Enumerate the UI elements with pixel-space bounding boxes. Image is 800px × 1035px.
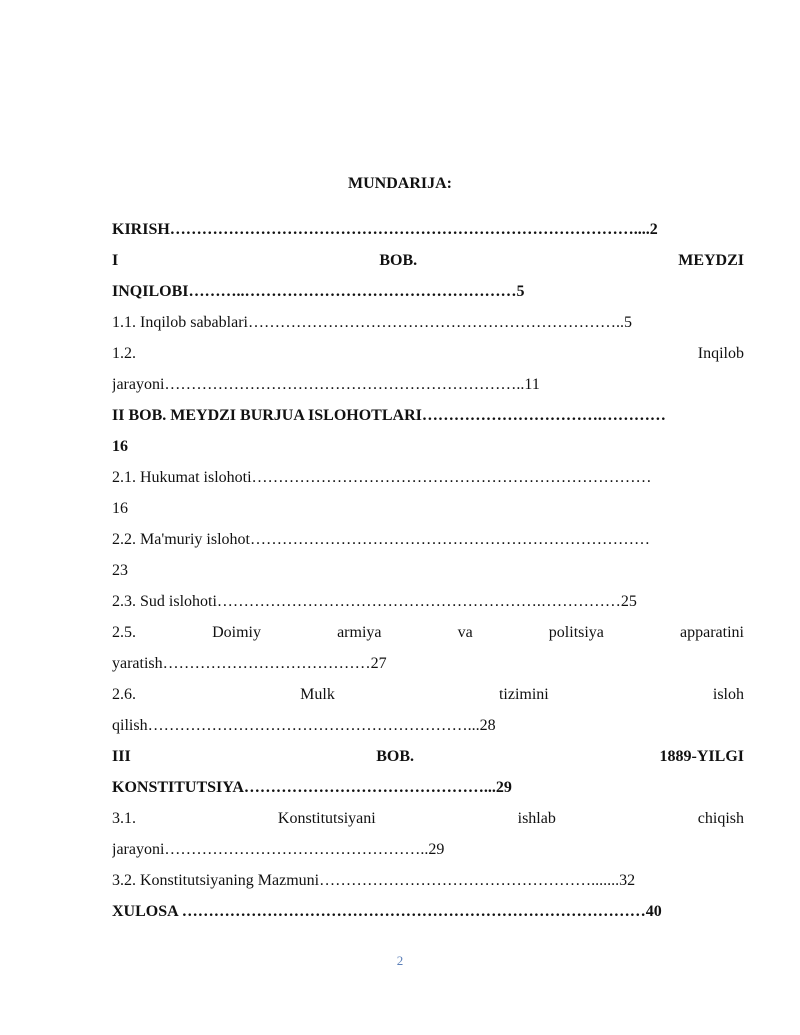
toc-word: politsiya bbox=[548, 624, 604, 641]
toc-word: apparatini bbox=[680, 624, 744, 641]
toc-entry-2-3: 2.3. Sud islohoti…………………………………………………….……………25 bbox=[112, 593, 637, 610]
toc-word: isloh bbox=[712, 686, 744, 703]
toc-word: III bbox=[112, 748, 131, 765]
toc-entry-2-5-line2: yaratish…………………………………27 bbox=[112, 655, 387, 672]
page-number: 2 bbox=[396, 953, 404, 968]
toc-entry-bob2-line1: II BOB. MEYDZI BURJUA ISLOHOTLARI…………………………….………… bbox=[112, 407, 666, 424]
toc-entry-3-1-line1 bbox=[112, 803, 744, 834]
toc-entry-1-2-line2: jarayoni…………………………………………………………..11 bbox=[112, 376, 540, 393]
toc-word: MEYDZI bbox=[678, 252, 744, 269]
toc-word: tizimini bbox=[498, 686, 549, 703]
toc-entry-2-6-line2: qilish……………………………………………………...28 bbox=[112, 717, 496, 734]
toc-entry-3-2: 3.2. Konstitutsiyaning Mazmuni…………………………………………….......32 bbox=[112, 872, 636, 889]
toc-entry-2-1-line1: 2.1. Hukumat islohoti………………………………………………………………… bbox=[112, 469, 652, 486]
toc-entry-2-1-line2: 16 bbox=[112, 500, 128, 517]
toc-entry-2-2-line2: 23 bbox=[112, 562, 128, 579]
toc-entry-2-2-line1: 2.2. Ma'muriy islohot………………………………………………………………… bbox=[112, 531, 650, 548]
toc-word: I bbox=[112, 252, 119, 269]
toc-entry-2-5-line1 bbox=[112, 617, 744, 648]
toc-word: 3.1. bbox=[112, 810, 136, 827]
toc-word: ishlab bbox=[517, 810, 556, 827]
toc-word: 2.5. bbox=[112, 624, 136, 641]
toc-word: BOB. bbox=[376, 748, 415, 765]
toc-word: chiqish bbox=[697, 810, 744, 827]
table-of-contents bbox=[112, 214, 744, 927]
toc-word: 1889-YILGI bbox=[659, 748, 744, 765]
toc-entry-3-1-line2: jarayoni…………………………………………..29 bbox=[112, 841, 445, 858]
toc-entry-kirish: KIRISH……………………………………………………………………………....2 bbox=[112, 221, 658, 238]
toc-word: Inqilob bbox=[697, 345, 744, 362]
toc-entry-bob2-line2: 16 bbox=[112, 438, 128, 455]
toc-entry-xulosa: XULOSA ……………………………………………………………………………40 bbox=[112, 903, 662, 920]
toc-entry-bob1-line2: INQILOBI………..……………………………………………5 bbox=[112, 283, 525, 300]
toc-entry-bob3-line2: KONSTITUTSIYA………………………………………...29 bbox=[112, 779, 512, 796]
toc-entry-bob3-line1 bbox=[112, 741, 744, 772]
toc-word: Mulk bbox=[300, 686, 335, 703]
toc-entry-1-1: 1.1. Inqilob sabablari……………………………………………………………..5 bbox=[112, 314, 632, 331]
toc-word: va bbox=[457, 624, 473, 641]
toc-entry-2-6-line1 bbox=[112, 679, 744, 710]
toc-entry-bob1-line1 bbox=[112, 245, 744, 276]
toc-word: 1.2. bbox=[112, 345, 136, 362]
toc-heading: MUNDARIJA: bbox=[348, 175, 452, 192]
toc-word: Doimiy bbox=[212, 624, 261, 641]
toc-word: armiya bbox=[337, 624, 382, 641]
toc-word: BOB. bbox=[379, 252, 418, 269]
toc-word: Konstitutsiyani bbox=[277, 810, 376, 827]
toc-word: 2.6. bbox=[112, 686, 136, 703]
toc-entry-1-2-line1 bbox=[112, 338, 744, 369]
